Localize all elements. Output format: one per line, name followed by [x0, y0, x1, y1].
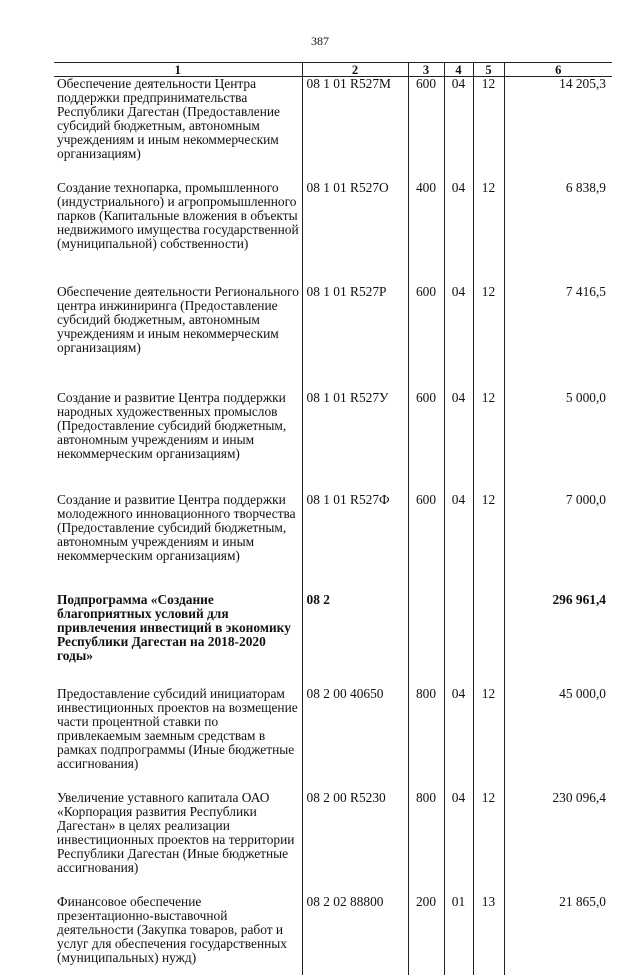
row-description: Обеспечение деятельности Регионального центра инжиниринга (Предоставление субсидий бюджетным, автономным учреждениям и иным некоммерческим организациям) [57, 283, 299, 355]
row-expense-type [408, 593, 444, 687]
row-subsection: 12 [473, 791, 504, 895]
row-section: 04 [444, 791, 473, 895]
column-numbers-row [54, 63, 612, 77]
table-row [54, 181, 612, 285]
row-description: Предоставление субсидий инициаторам инвестиционных проектов на возмещение части процентной ставки по привлекаемым заемным средствам в рамках подпрограммы (Иные бюджетные ассигнования) [57, 685, 298, 771]
table-row [54, 493, 612, 593]
table-row [54, 391, 612, 493]
row-amount: 45 000,0 [504, 687, 612, 791]
row-subsection: 13 [473, 895, 504, 975]
table-row [54, 593, 612, 687]
row-description: Создание технопарка, промышленного (индустриального) и агропромышленного парков (Капитальные вложения в объекты недвижимого имущества государственной (муниципальной) собственности) [57, 179, 299, 251]
row-expense-type: 800 [408, 687, 444, 791]
row-expense-type: 600 [408, 391, 444, 493]
row-subsection [473, 593, 504, 687]
row-amount: 14 205,3 [504, 77, 612, 181]
table-row [54, 285, 612, 391]
row-code: 08 1 01 R527O [302, 181, 408, 285]
table-row [54, 791, 612, 895]
row-expense-type: 800 [408, 791, 444, 895]
row-expense-type: 600 [408, 77, 444, 181]
row-subsection: 12 [473, 391, 504, 493]
row-subsection: 12 [473, 493, 504, 593]
column-header: 1 [54, 63, 302, 77]
row-amount: 296 961,4 [504, 593, 612, 687]
budget-table [54, 62, 612, 975]
table-header [54, 63, 612, 77]
row-code: 08 1 01 R527M [302, 77, 408, 181]
row-subsection: 12 [473, 285, 504, 391]
row-code: 08 2 02 88800 [302, 895, 408, 975]
row-amount: 6 838,9 [504, 181, 612, 285]
row-subsection: 12 [473, 77, 504, 181]
row-amount: 7 000,0 [504, 493, 612, 593]
row-subsection: 12 [473, 687, 504, 791]
row-description: Подпрограмма «Создание благоприятных условий для привлечения инвестиций в экономику Республики Дагестан на 2018-2020 годы» [57, 591, 291, 663]
row-code: 08 1 01 R527Ф [302, 493, 408, 593]
column-header: 6 [504, 63, 612, 77]
row-section: 04 [444, 77, 473, 181]
column-header: 2 [302, 63, 408, 77]
row-subsection: 12 [473, 181, 504, 285]
row-description: Финансовое обеспечение презентационно-выставочной деятельности (Закупка товаров, работ и услуг для обеспечения государственных (муниципальных) нужд) [57, 893, 287, 965]
row-section: 04 [444, 687, 473, 791]
table-row [54, 687, 612, 791]
row-expense-type: 200 [408, 895, 444, 975]
row-amount: 230 096,4 [504, 791, 612, 895]
row-expense-type: 400 [408, 181, 444, 285]
row-section: 04 [444, 391, 473, 493]
row-description: Создание и развитие Центра поддержки народных художественных промыслов (Предоставление субсидий бюджетным, автономным учреждениям и иным некоммерческим организациям) [57, 389, 287, 461]
row-section: 04 [444, 493, 473, 593]
row-code: 08 2 00 40650 [302, 687, 408, 791]
table-row [54, 77, 612, 181]
budget-table-container [54, 62, 612, 975]
table-body [54, 77, 612, 975]
row-code: 08 1 01 R527У [302, 391, 408, 493]
row-description: Обеспечение деятельности Центра поддержки предпринимательства Республики Дагестан (Предоставление субсидий бюджетным, автономным учреждениям и иным некоммерческим организациям) [57, 76, 280, 161]
row-section: 04 [444, 181, 473, 285]
column-header: 5 [473, 63, 504, 77]
table-row [54, 895, 612, 975]
column-header: 3 [408, 63, 444, 77]
row-amount: 21 865,0 [504, 895, 612, 975]
row-expense-type: 600 [408, 285, 444, 391]
row-section: 01 [444, 895, 473, 975]
row-expense-type: 600 [408, 493, 444, 593]
page-number: 387 [311, 34, 329, 48]
row-description: Увеличение уставного капитала ОАО «Корпорация развития Республики Дагестан» в целях реализации инвестиционных проектов на территории Республики Дагестан (Иные бюджетные ассигнования) [57, 789, 295, 875]
row-section: 04 [444, 285, 473, 391]
row-amount: 5 000,0 [504, 391, 612, 493]
row-code: 08 1 01 R527P [302, 285, 408, 391]
row-amount: 7 416,5 [504, 285, 612, 391]
row-code: 08 2 [302, 593, 408, 687]
row-code: 08 2 00 R5230 [302, 791, 408, 895]
column-header: 4 [444, 63, 473, 77]
row-section [444, 593, 473, 687]
row-description: Создание и развитие Центра поддержки молодежного инновационного творчества (Предоставление субсидий бюджетным, автономным учреждениям и иным некоммерческим организациям) [57, 491, 296, 563]
